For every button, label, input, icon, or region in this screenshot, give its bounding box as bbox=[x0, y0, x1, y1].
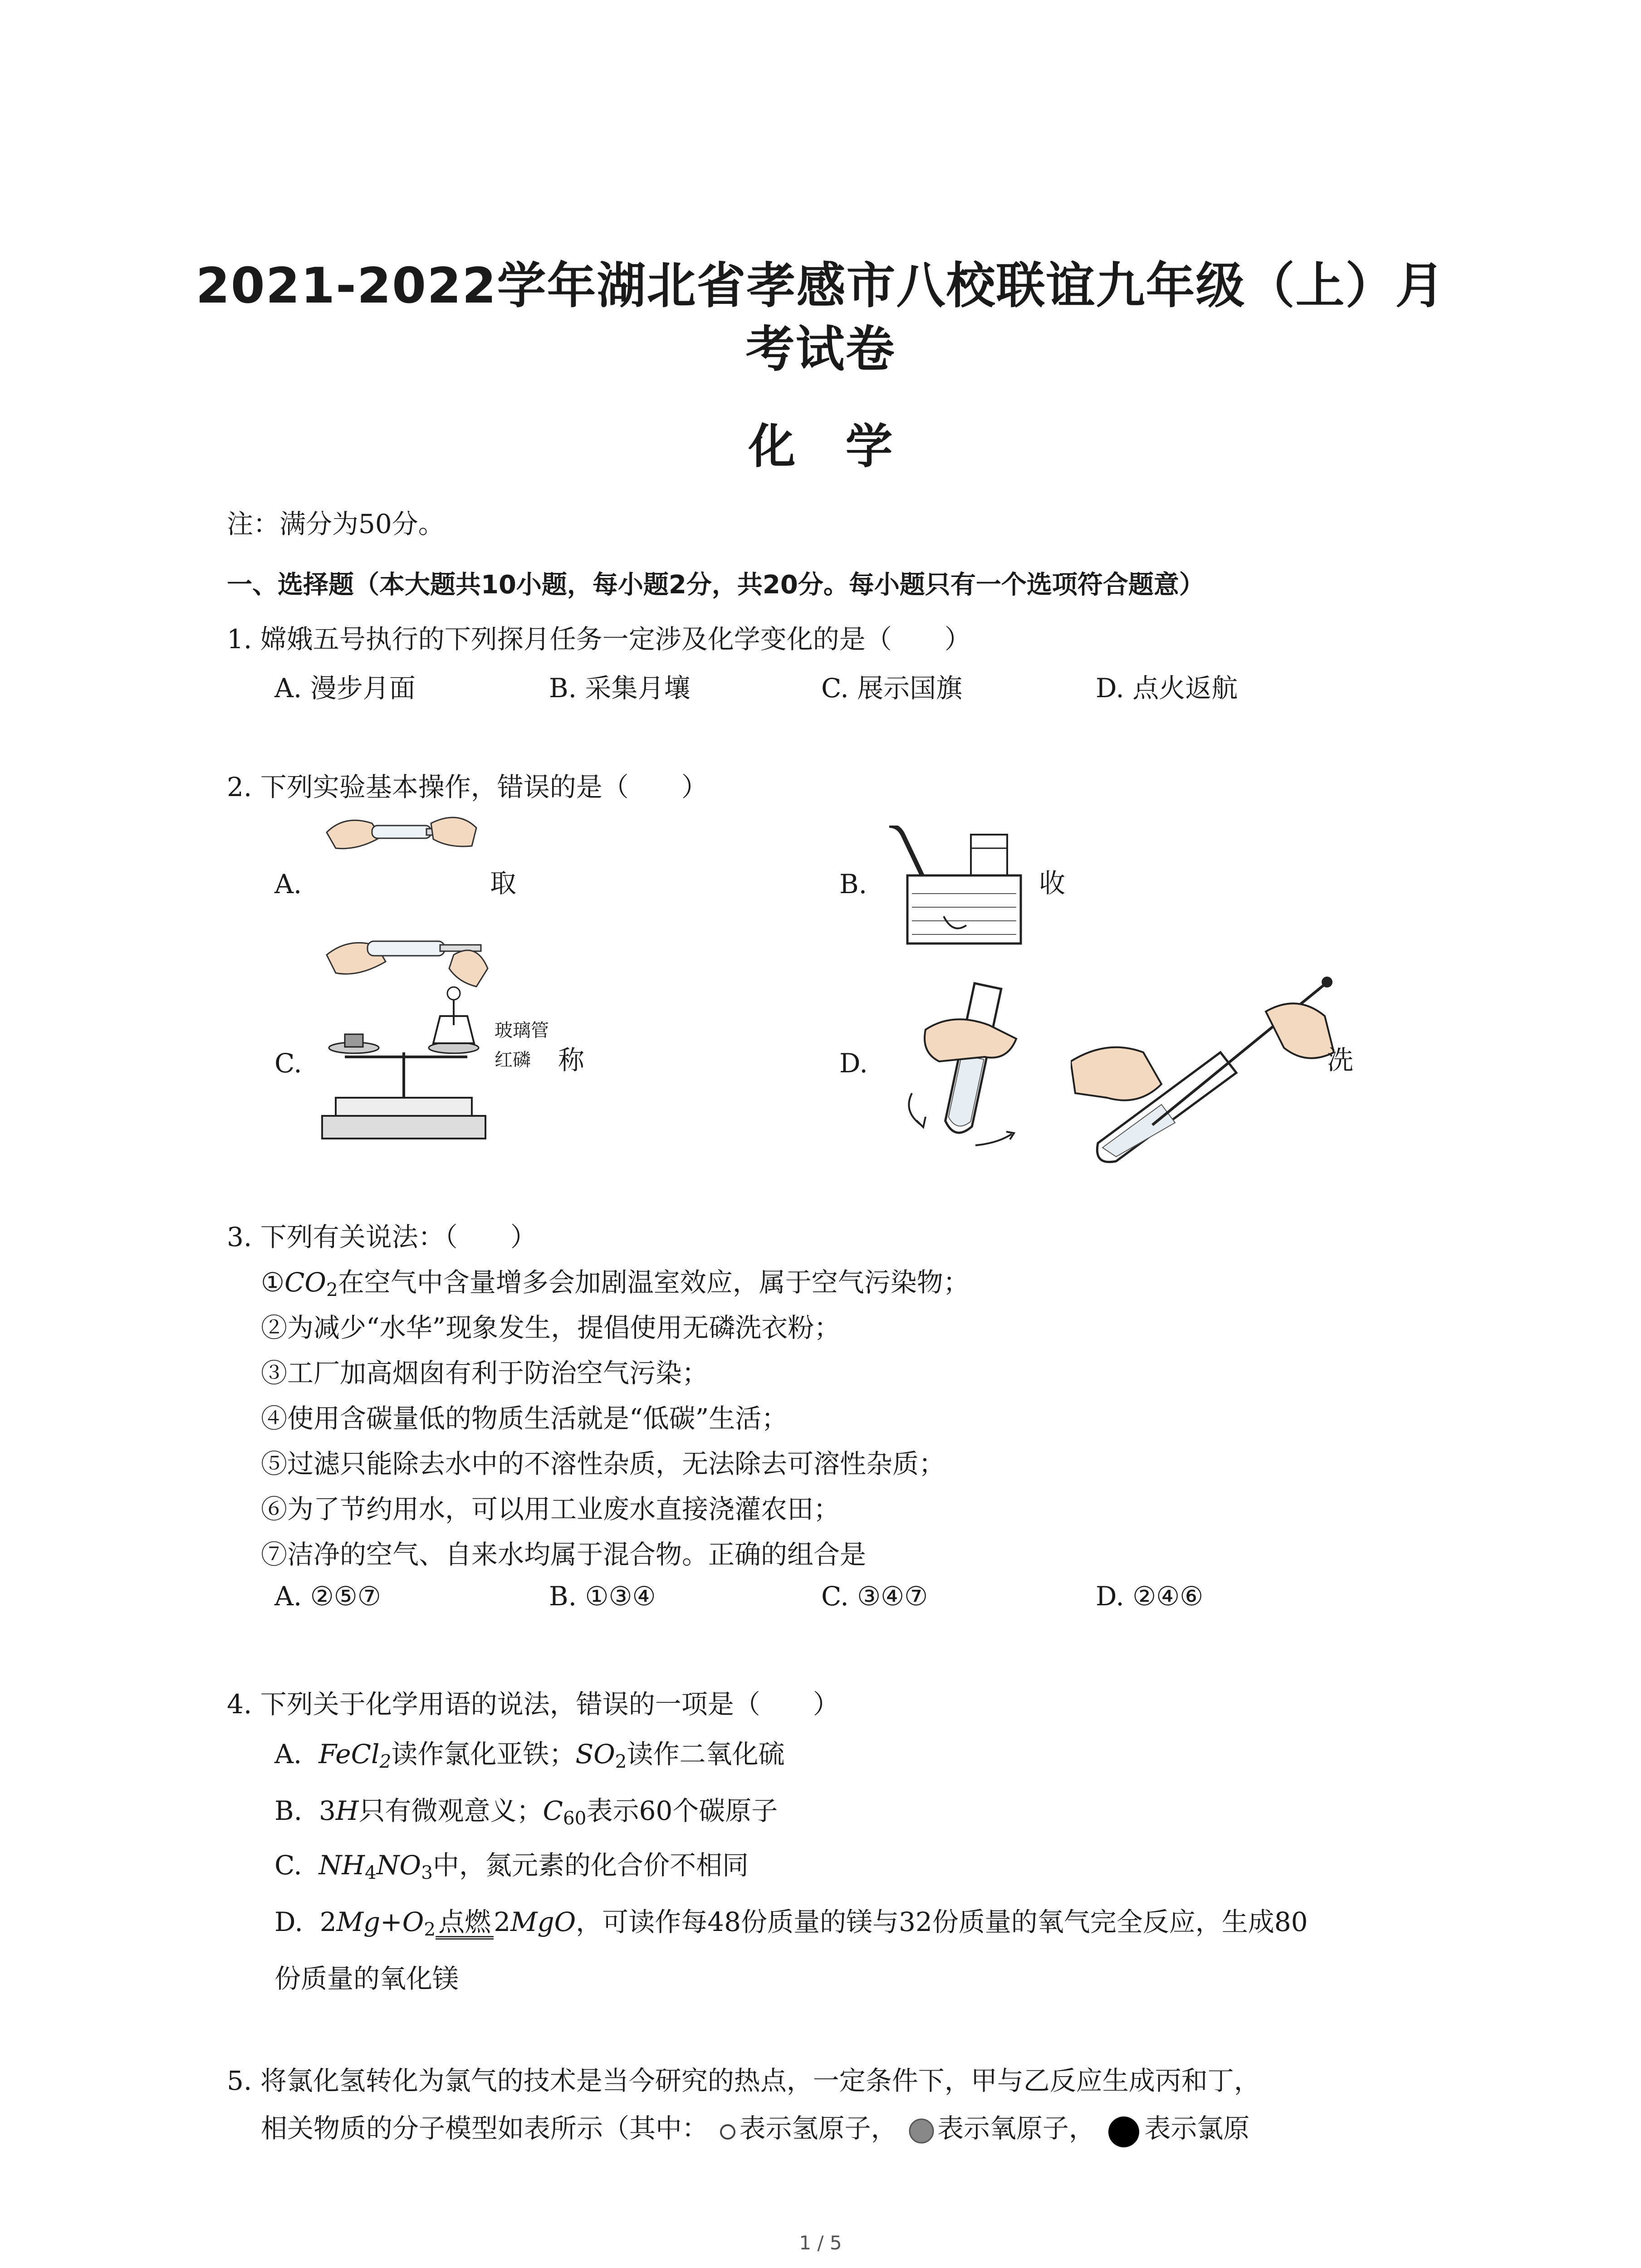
q3-option-c: C. ③④⑦ bbox=[821, 1581, 928, 1612]
q2-label-a: A. bbox=[274, 869, 302, 899]
q2-caption-b: 收 bbox=[1039, 868, 1066, 899]
q3-item-7: ⑦洁净的空气、自来水均属于混合物。正确的组合是 bbox=[261, 1539, 867, 1570]
reaction-condition: 点燃 bbox=[436, 1908, 494, 1940]
q3-item-5: ⑤过滤只能除去水中的不溶性杂质，无法除去可溶性杂质； bbox=[261, 1448, 945, 1479]
q3-option-b: B. ①③④ bbox=[549, 1581, 656, 1612]
q3-stem: 3. 下列有关说法：（ ） bbox=[227, 1222, 537, 1252]
q4-option-b: B. 3H只有微观意义；$C_{60}$表示60个碳原子 bbox=[274, 1795, 778, 1829]
balance-weighing-illustration bbox=[318, 984, 490, 1148]
q2-stem: 2. 下列实验基本操作，错误的是（ ） bbox=[227, 772, 708, 802]
shake-test-tube-illustration bbox=[898, 975, 1034, 1157]
q5-line2: 相关物质的分子模型如表所示（其中： 表示氢原子， 表示氧原子， 表示氯原 bbox=[261, 2107, 1249, 2148]
q3-item-1: $①CO_2$在空气中含量增多会加剧温室效应，属于空气污染物； bbox=[261, 1267, 970, 1301]
brush-test-tube-illustration bbox=[1071, 975, 1343, 1166]
q4-stem: 4. 下列关于化学用语的说法，错误的一项是（ ） bbox=[227, 1689, 839, 1720]
q1-option-d: D. 点火返航 bbox=[1096, 673, 1238, 704]
oxygen-atom-icon bbox=[906, 2116, 937, 2144]
chlorine-atom-icon bbox=[1103, 2114, 1144, 2148]
q1-option-a: A. 漫步月面 bbox=[274, 673, 416, 704]
q2-label-b: B. bbox=[839, 869, 867, 899]
q2-caption-d: 洗 bbox=[1327, 1045, 1354, 1075]
test-tube-handling-illustration bbox=[318, 805, 490, 996]
q4-option-a: A. FeCl$_2$读作氯化亚铁；$SO_2$读作二氧化硫 bbox=[274, 1739, 785, 1773]
q5-line1: 5. 将氯化氢转化为氯气的技术是当今研究的热点，一定条件下，甲与乙反应生成丙和丁， bbox=[227, 2065, 1260, 2096]
q3-option-d: D. ②④⑥ bbox=[1096, 1581, 1204, 1612]
q1-stem: 1. 嫦娥五号执行的下列探月任务一定涉及化学变化的是（ ） bbox=[227, 624, 971, 655]
q4-option-d: D. $2Mg+O_2$ 点燃 2MgO，可读作每48份质量的镁与32份质量的氧气完全反应，生成80 bbox=[274, 1906, 1308, 1941]
exam-title-line2: 考试卷 bbox=[745, 321, 896, 378]
q3-item-6: ⑥为了节约用水，可以用工业废水直接浇灌农田； bbox=[261, 1494, 840, 1525]
q2-label-c: C. bbox=[274, 1048, 302, 1079]
subject-title: 化学 bbox=[748, 419, 943, 474]
q4-option-d-continued: 份质量的氧化镁 bbox=[274, 1963, 459, 1994]
q4-option-c: C. $NH_4NO_3$中，氮元素的化合价不相同 bbox=[274, 1850, 749, 1884]
q3-item-2: ②为减少“水华”现象发生，提倡使用无磷洗衣粉； bbox=[261, 1312, 841, 1343]
q2-caption-a: 取 bbox=[490, 868, 517, 899]
section-heading-choice: 一、选择题（本大题共10小题，每小题2分，共20分。每小题只有一个选项符合题意） bbox=[227, 570, 1205, 600]
page-number: 1 / 5 bbox=[799, 2232, 842, 2254]
q1-option-b: B. 采集月壤 bbox=[549, 673, 691, 704]
q3-item-4: ④使用含碳量低的物质生活就是“低碳”生活； bbox=[261, 1403, 788, 1434]
q2-label-d: D. bbox=[839, 1048, 868, 1079]
gas-collection-trough-illustration bbox=[889, 826, 1025, 953]
q1-option-c: C. 展示国旗 bbox=[821, 673, 963, 704]
q2-caption-c: 称 bbox=[558, 1045, 585, 1075]
hydrogen-atom-icon bbox=[716, 2119, 739, 2142]
q3-option-a: A. ②⑤⑦ bbox=[274, 1581, 381, 1612]
red-phosphorus-label: 红磷 bbox=[495, 1050, 531, 1070]
glass-tube-label: 玻璃管 bbox=[495, 1020, 549, 1041]
exam-title-line1: 2021-2022学年湖北省孝感市八校联谊九年级（上）月 bbox=[196, 258, 1445, 314]
score-note: 注：满分为50分。 bbox=[227, 508, 445, 539]
q3-item-3: ③工厂加高烟囱有利于防治空气污染； bbox=[261, 1358, 709, 1388]
